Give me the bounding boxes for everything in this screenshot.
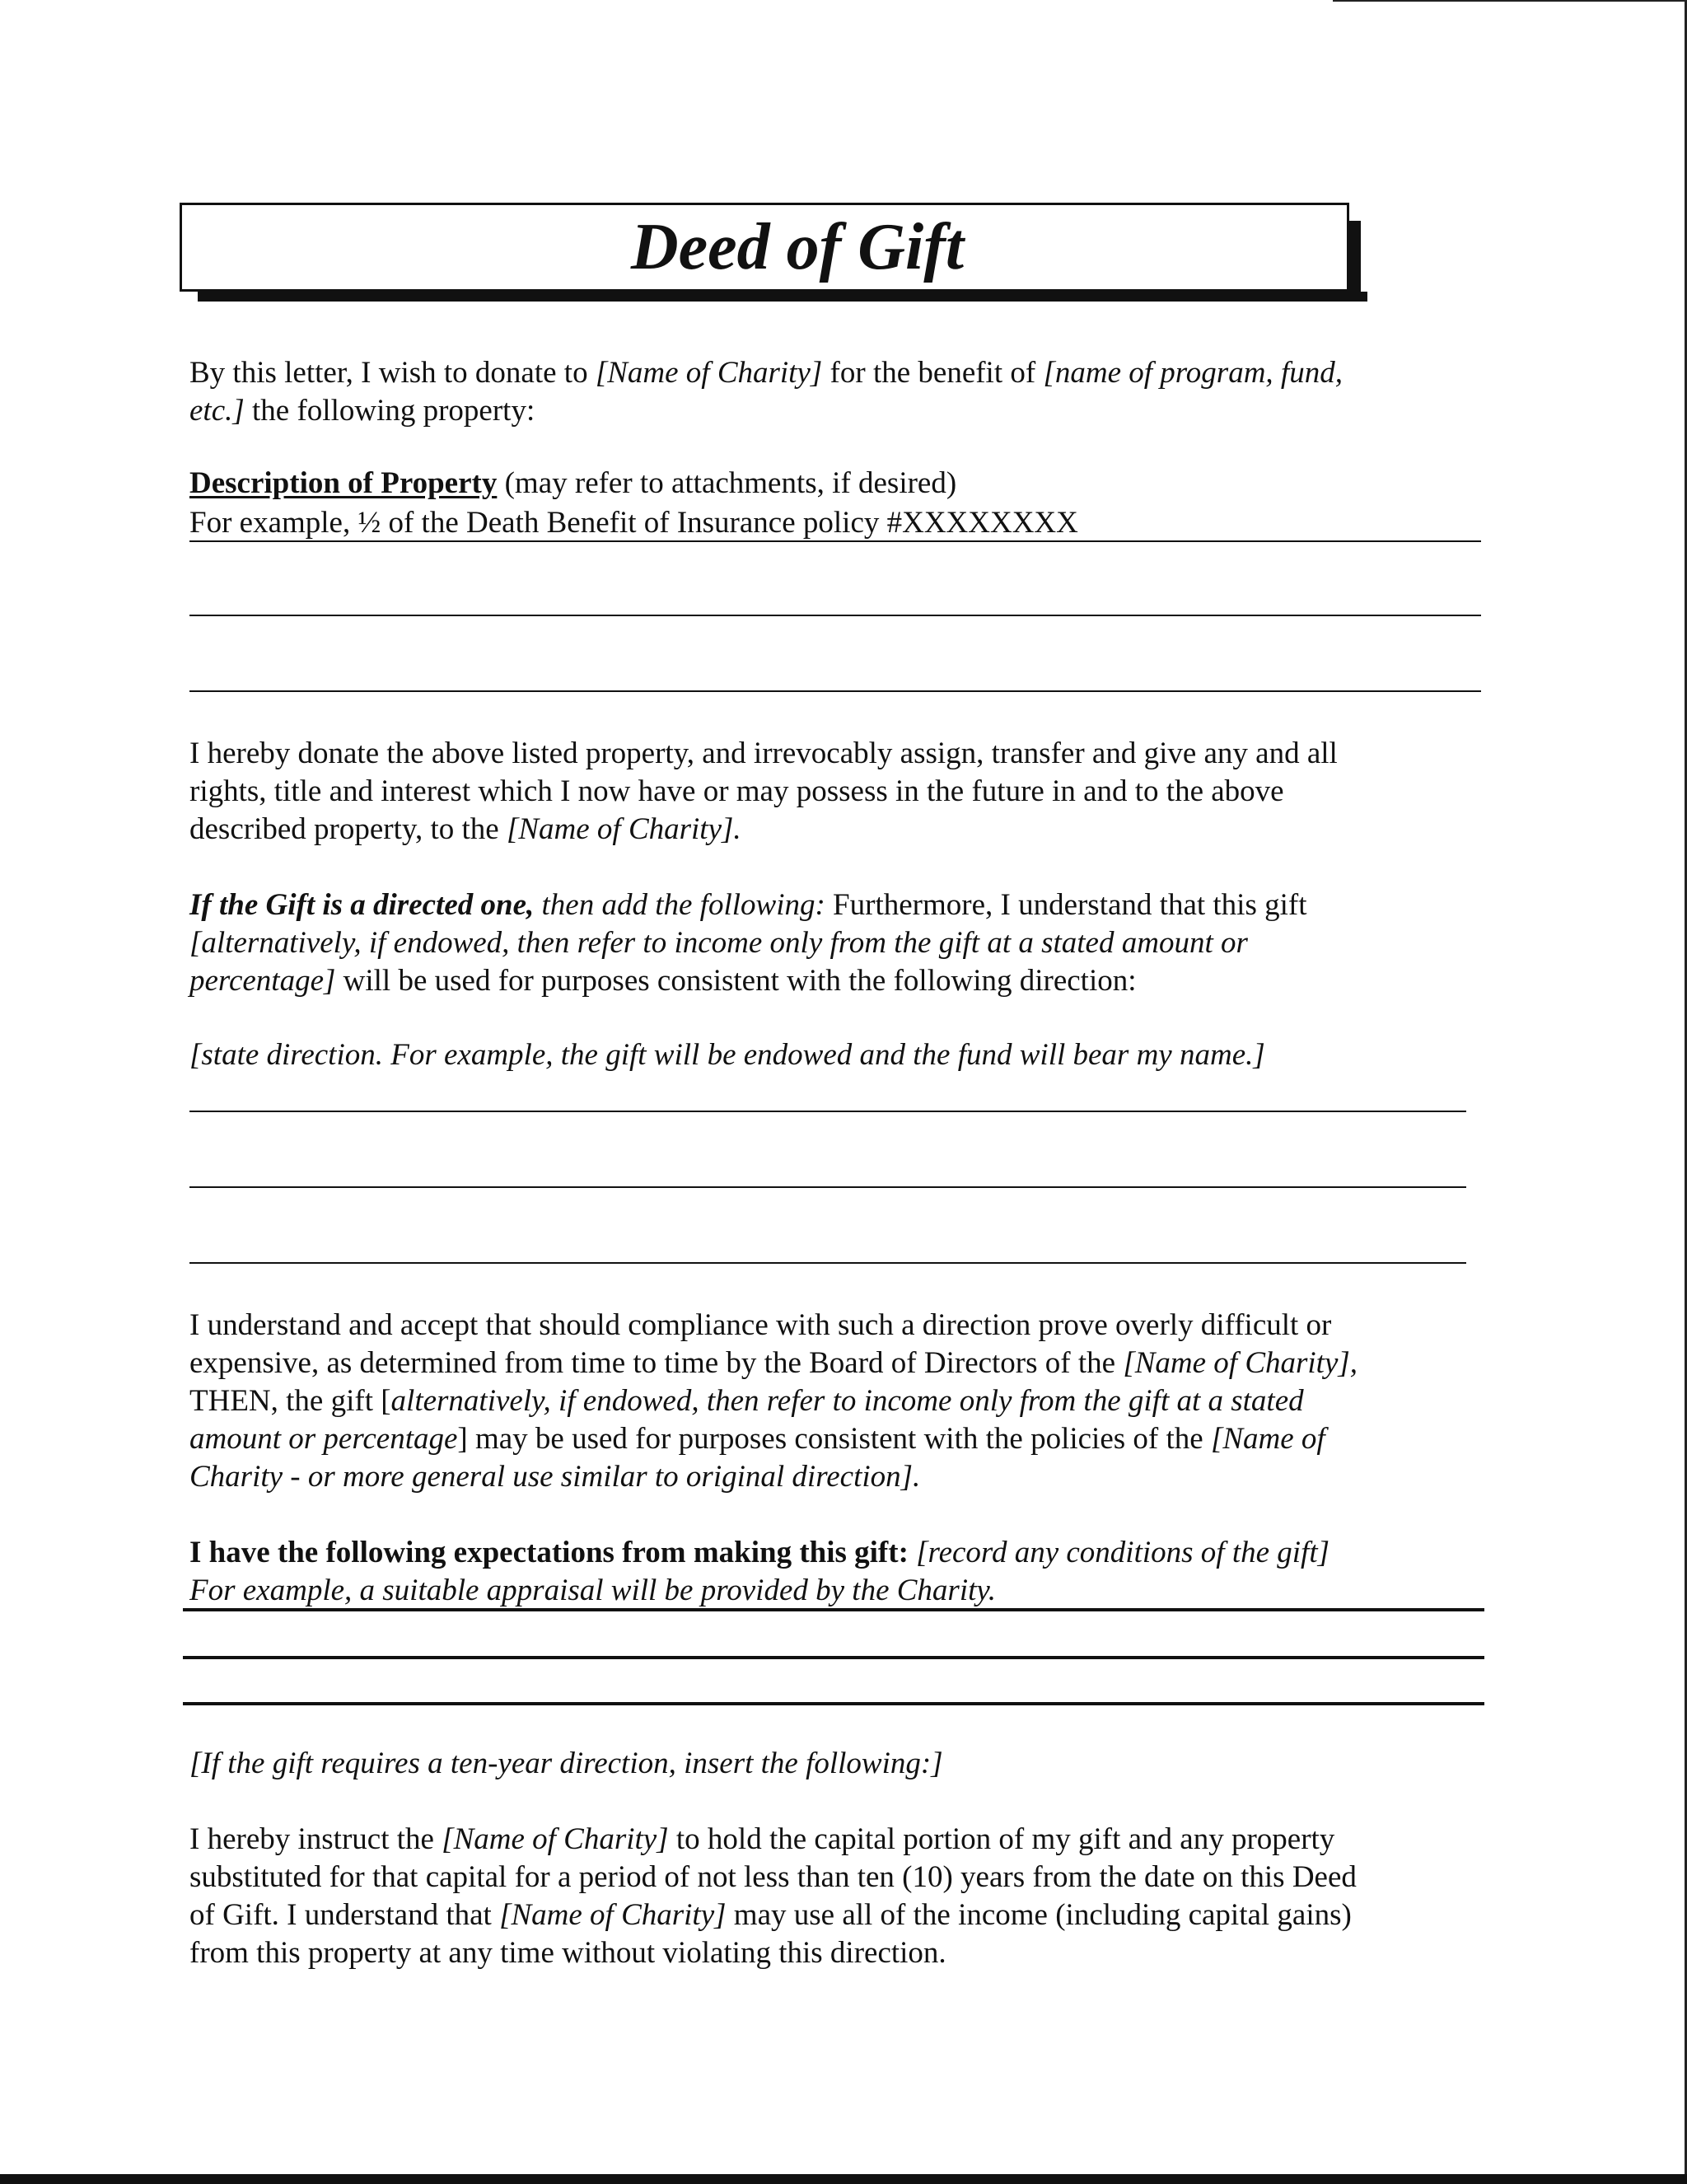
intro-text: the following property: [244,394,535,428]
ten-year-heading: [If the gift requires a ten-year direction, insert the following:] [189,1747,943,1780]
ten-year-line-1 [189,1821,1334,1859]
donation-line-3 [189,811,741,849]
charity-placeholder: [Name of Charity], [1123,1346,1358,1380]
description-line-1 [189,540,1481,542]
charity-placeholder: [Name of Charity] [595,356,823,390]
donation-line-2: rights, title and interest which I now have or may possess in the future in and to the above [189,774,1284,808]
directed-line-2: [alternatively, if endowed, then refer to income only from the gift at a stated amount or [189,926,1248,960]
directed-instruction: then add the following: [534,888,825,922]
expectations-line [189,1534,1330,1572]
description-note: (may refer to attachments, if desired) [497,466,957,500]
direction-line-2 [189,1186,1466,1188]
charity-placeholder: [Name of Charity] [499,1898,727,1932]
expectations-lead: I have the following expectations from making this gift: [189,1536,909,1569]
program-placeholder: [name of program, fund, [1043,356,1343,390]
description-example: For example, ½ of the Death Benefit of Insurance policy #XXXXXXXX [189,506,1078,540]
intro-line-2 [189,392,535,430]
ten-year-text: to hold the capital portion of my gift and any property [668,1822,1335,1856]
compliance-line-3 [189,1382,1304,1420]
expectations-example: For example, a suitable appraisal will be provided by the Charity. [189,1574,997,1607]
directed-text: will be used for purposes consistent with the following direction: [335,964,1137,998]
donation-text: described property, to the [189,812,507,846]
directed-line-1 [189,886,1306,924]
charity-placeholder: [Name of Charity] [442,1822,669,1856]
compliance-text: THEN, the gift [ [189,1384,391,1418]
compliance-text: expensive, as determined from time to time by the Board of Directors of the [189,1346,1124,1380]
direction-line-3 [189,1262,1466,1264]
compliance-line-4 [189,1420,1325,1458]
directed-text: Furthermore, I understand that this gift [825,888,1307,922]
compliance-placeholder: amount or percentage [189,1422,458,1456]
compliance-line-1: I understand and accept that should compliance with such a direction prove overly difficult or [189,1308,1332,1342]
description-heading: Description of Property [189,466,498,500]
ten-year-line-4: from this property at any time without violating this direction. [189,1936,946,1970]
compliance-placeholder: alternatively, if endowed, then refer to income only from the gift at a stated [390,1384,1304,1418]
directed-lead: If the Gift is a directed one, [189,888,535,922]
expectations-placeholder: [record any conditions of the gift] [908,1536,1330,1569]
title-shadow-side [1349,221,1361,302]
description-heading-line [189,465,956,503]
ten-year-line-3 [189,1896,1352,1934]
ten-year-text: I hereby instruct the [189,1822,442,1856]
compliance-line-2 [189,1345,1358,1382]
description-line-3 [189,690,1481,692]
title-shadow [198,292,1367,302]
compliance-text: ] may be used for purposes consistent with the policies of the [457,1422,1211,1456]
charity-placeholder: [Name of Charity]. [506,812,741,846]
page-title: Deed of Gift [630,211,965,283]
directed-line-3 [189,962,1137,1000]
description-line-2 [189,615,1481,616]
donation-line-1: I hereby donate the above listed property, and irrevocably assign, transfer and give any and all [189,737,1338,770]
ten-year-line-2: substituted for that capital for a period of not less than ten (10) years from the date on this Deed [189,1860,1357,1894]
program-placeholder: etc.] [189,394,245,428]
compliance-line-5: Charity - or more general use similar to original direction]. [189,1460,921,1494]
directed-placeholder: percentage] [189,964,336,998]
intro-text: for the benefit of [822,356,1044,390]
direction-line-1 [189,1111,1466,1112]
expectations-line-1 [183,1608,1484,1611]
ten-year-text: may use all of the income (including capital gains) [726,1898,1352,1932]
state-direction: [state direction. For example, the gift will be endowed and the fund will bear my name.] [189,1038,1265,1072]
intro-text: By this letter, I wish to donate to [189,356,596,390]
ten-year-text: of Gift. I understand that [189,1898,500,1932]
expectations-line-3 [183,1702,1484,1705]
expectations-line-2 [183,1656,1484,1659]
intro-line-1 [189,354,1343,392]
charity-placeholder: [Name of [1210,1422,1325,1456]
scan-edge-bottom [0,2174,1687,2184]
scan-edge-top [1333,0,1687,2]
